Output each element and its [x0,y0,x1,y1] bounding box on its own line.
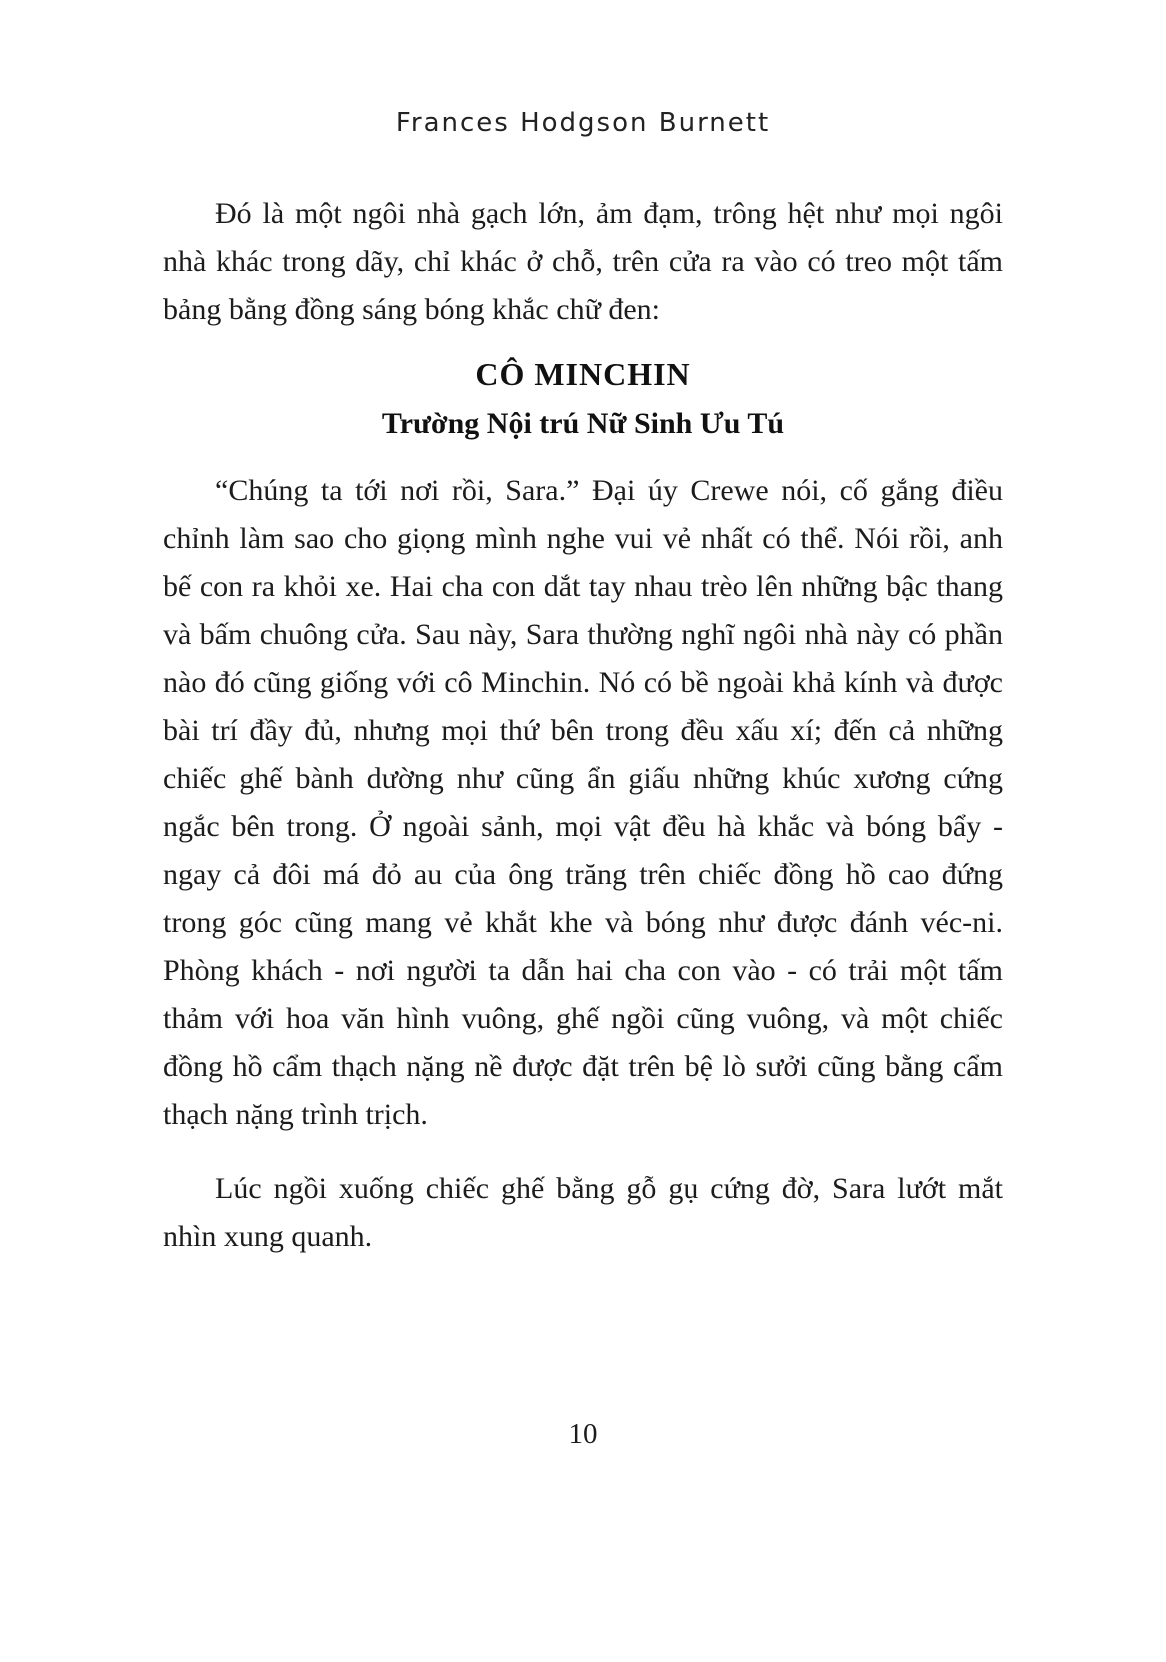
sign-title: CÔ MINCHIN [475,356,691,392]
page-content [163,108,1003,1269]
paragraph-intro: Đó là một ngôi nhà gạch lớn, ảm đạm, trông hệt như mọi ngôi nhà khác trong dãy, chỉ khác ở chỗ, trên cửa ra vào có treo một tấm bảng bằng đồng sáng bóng khắc chữ đen: [163,197,1003,326]
page-number: 10 [568,1418,598,1450]
sign-subtitle: Trường Nội trú Nữ Sinh Ưu Tú [381,407,785,440]
paragraph-closing: Lúc ngồi xuống chiếc ghế bằng gỗ gụ cứng đờ, Sara lướt mắt nhìn xung quanh. [163,1172,1003,1253]
author-header: Frances Hodgson Burnett [395,108,771,138]
paragraph-main: “Chúng ta tới nơi rồi, Sara.” Đại úy Crewe nói, cố gắng điều chỉnh làm sao cho giọng mình nghe vui vẻ nhất có thể. Nói rồi, anh bế con ra khỏi xe. Hai cha con dắt tay nhau trèo lên những bậc thang và bấm chuông cửa. Sau này, Sara thường nghĩ ngôi nhà này có phần nào đó cũng giống với cô Minchin. Nó có bề ngoài khả kính và được bài trí đầy đủ, nhưng mọi thứ bên trong đều xấu xí; đến cả những chiếc ghế bành dường như cũng ẩn giấu những khúc xương cứng ngắc bên trong. Ở ngoài sảnh, mọi vật đều hà khắc và bóng bẩy - ngay cả đôi má đỏ au của ông trăng trên chiếc đồng hồ cao đứng trong góc cũng mang vẻ khắt khe và bóng như được đánh véc-ni. Phòng khách - nơi người ta dẫn hai cha con vào - có trải một tấm thảm với hoa văn hình vuông, ghế ngồi cũng vuông, và một chiếc đồng hồ cẩm thạch nặng nề được đặt trên bệ lò sưởi cũng bằng cẩm thạch nặng trình trịch. [163,474,1003,1131]
